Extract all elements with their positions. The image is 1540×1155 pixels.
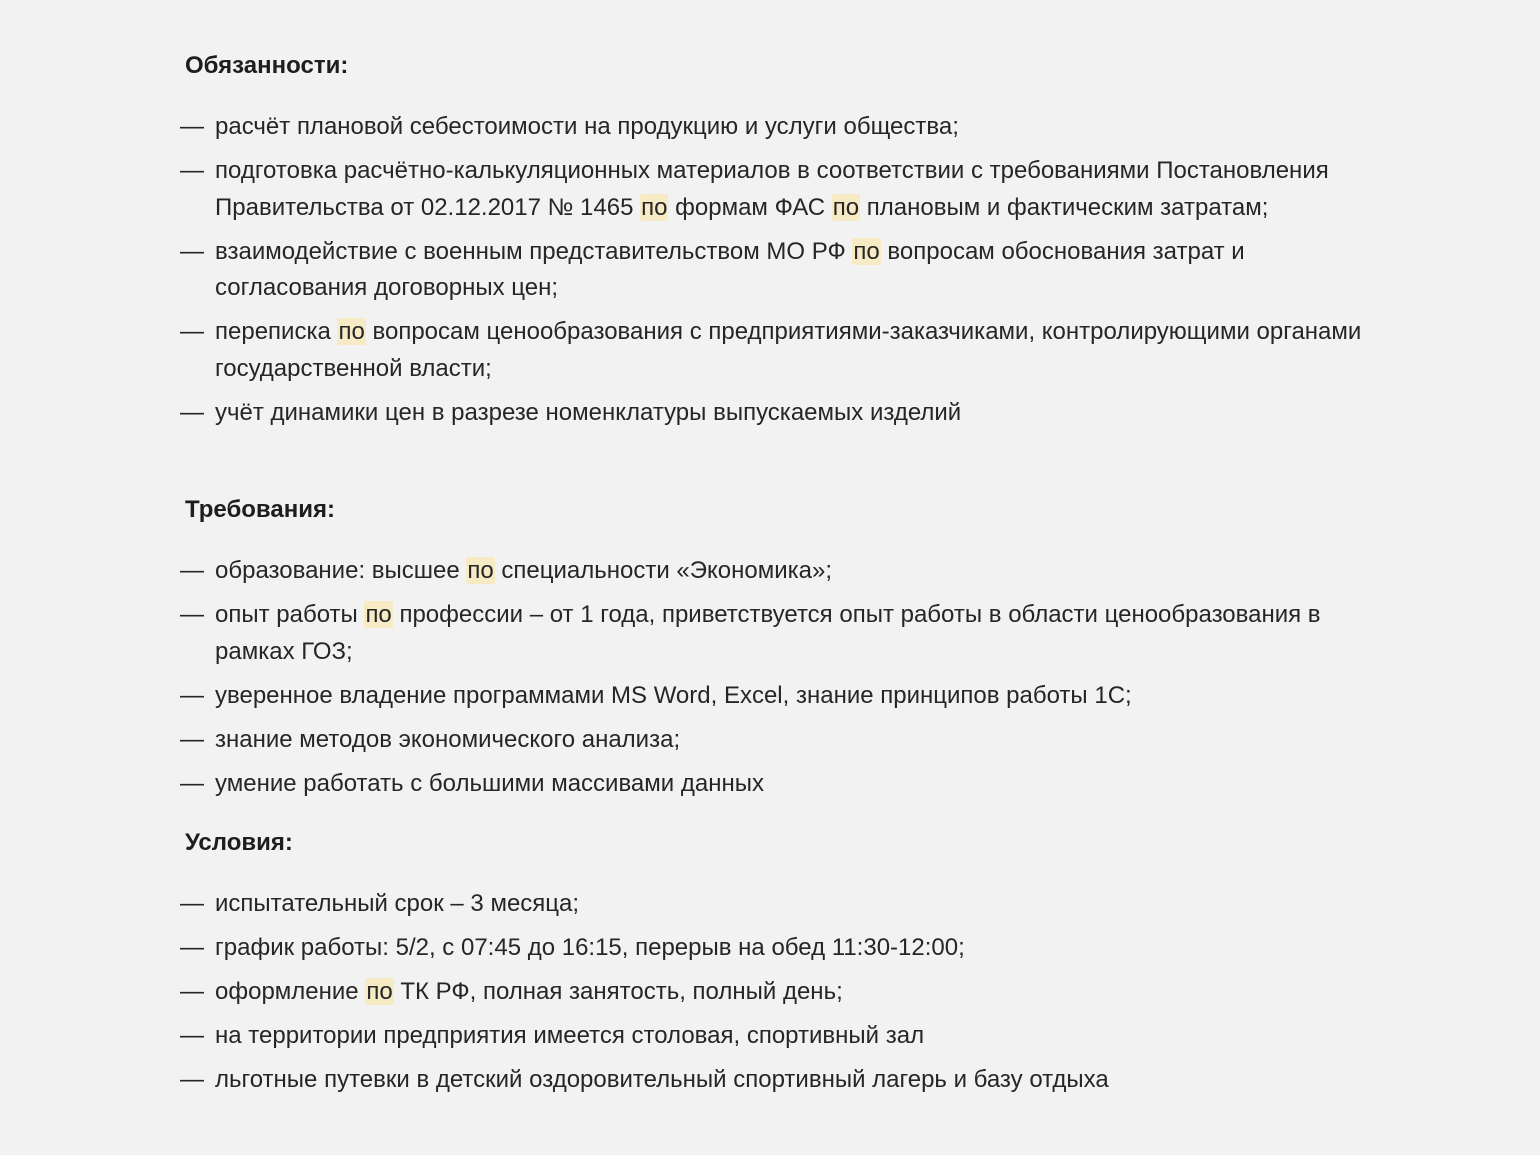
list-item (180, 930, 1380, 967)
list-item (180, 886, 1380, 923)
dash-bullet: — (180, 681, 204, 709)
requirements-list (180, 553, 1380, 810)
duties-list (180, 109, 1380, 439)
list-item (180, 1018, 1380, 1055)
text-fragment: переписка (215, 318, 338, 345)
list-item (180, 974, 1380, 1011)
search-highlight: по (366, 978, 393, 1005)
dash-bullet: — (180, 978, 204, 1005)
dash-bullet: — (180, 318, 204, 345)
text-fragment: испытательный срок – 3 месяца; (215, 890, 580, 917)
text-fragment: вопросам ценообразования с предприятиями-заказчиками, контролирующими органами государственной власти; (215, 318, 1362, 382)
list-item-text (215, 238, 1245, 302)
dash-bullet: — (180, 1022, 204, 1049)
list-item-text (215, 601, 1321, 665)
list-item-text (215, 1022, 924, 1049)
list-item (180, 314, 1380, 387)
list-item (180, 153, 1380, 226)
list-item (180, 597, 1380, 670)
text-fragment: взаимодействие с военным представительством МО РФ (215, 237, 853, 265)
list-item-text (215, 934, 965, 961)
text-fragment: график работы: 5/2, с 07:45 до 16:15, перерыв на обед 11:30-12:00; (215, 934, 965, 961)
list-item-text (215, 157, 1329, 221)
text-fragment: опыт работы (215, 601, 365, 628)
text-fragment: знание методов экономического анализа; (215, 725, 681, 753)
search-highlight: по (365, 601, 392, 628)
text-fragment: ТК РФ, полная занятость, полный день; (393, 978, 843, 1005)
list-item (180, 1062, 1380, 1099)
text-fragment: специальности «Экономика»; (494, 557, 833, 584)
list-item-text (215, 770, 764, 797)
list-item (180, 234, 1380, 307)
text-fragment: подготовка расчётно-калькуляционных материалов в соответствии с требованиями Постановления Правительства от 02.12.2017 № 1465 (215, 157, 1329, 221)
text-fragment: вопросам обоснования затрат и согласования договорных цен; (215, 237, 1245, 301)
text-fragment: на территории предприятия имеется столовая, спортивный зал (215, 1022, 925, 1049)
list-item-text (215, 399, 961, 426)
dash-bullet: — (180, 890, 204, 917)
list-item-text (215, 726, 680, 753)
list-item-text (215, 1066, 1109, 1093)
search-highlight: по (832, 193, 860, 221)
conditions-list (180, 886, 1380, 1106)
section-title: Обязанности: (185, 52, 349, 79)
list-item-text (215, 682, 1132, 709)
search-highlight: по (338, 318, 365, 345)
dash-bullet: — (180, 113, 204, 140)
list-item-text (215, 978, 843, 1005)
dash-bullet: — (180, 1066, 204, 1093)
list-item-text (215, 318, 1361, 382)
text-fragment: льготные путевки в детский оздоровительный спортивный лагерь и базу отдыха (215, 1066, 1109, 1093)
text-fragment: расчёт плановой себестоимости на продукцию и услуги общества; (215, 113, 959, 140)
text-fragment: учёт динамики цен в разрезе номенклатуры выпускаемых изделий (215, 398, 962, 426)
section-title: Требования: (185, 496, 335, 523)
search-highlight: по (853, 237, 880, 265)
list-item (180, 722, 1380, 759)
dash-bullet: — (180, 157, 204, 184)
dash-bullet: — (180, 725, 204, 753)
text-fragment: формам ФАС (668, 193, 832, 221)
list-item-text (215, 557, 832, 584)
list-item (180, 395, 1380, 432)
section-title: Условия: (185, 829, 293, 856)
list-item (180, 678, 1380, 715)
list-item-text (215, 113, 959, 140)
list-item-text (215, 890, 579, 917)
search-highlight: по (467, 557, 494, 584)
text-fragment: оформление (215, 978, 366, 1005)
list-item (180, 766, 1380, 803)
dash-bullet: — (180, 398, 204, 426)
dash-bullet: — (180, 557, 204, 584)
list-item (180, 109, 1380, 146)
search-highlight: по (641, 193, 668, 221)
dash-bullet: — (180, 769, 204, 797)
text-fragment: умение работать с большими массивами данных (215, 769, 764, 797)
text-fragment: уверенное владение программами MS Word, Excel, знание принципов работы 1С; (215, 681, 1132, 709)
dash-bullet: — (180, 934, 204, 961)
text-fragment: профессии – от 1 года, приветствуется опыт работы в области ценообразования в рамках ГОЗ; (215, 601, 1321, 665)
dash-bullet: — (180, 237, 204, 265)
text-fragment: образование: высшее (215, 557, 467, 584)
list-item (180, 553, 1380, 590)
dash-bullet: — (180, 601, 204, 628)
text-fragment: плановым и фактическим затратам; (860, 193, 1269, 221)
